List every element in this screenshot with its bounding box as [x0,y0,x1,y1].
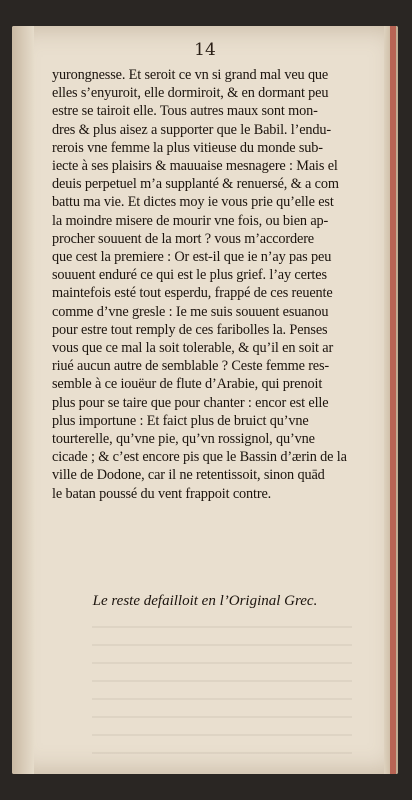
page-number: 14 [194,40,216,60]
text-line: yurongnesse. Et seroit ce vn si grand mal veu que [52,67,329,83]
book-page [12,26,398,774]
text-line: le batan poussé du vent frappoit contre. [52,485,272,502]
text-line: deuis perpetuel m’a supplanté & renuersé, & a com [52,176,339,193]
text-line: rerois vne femme la plus vitieuse du monde sub- [52,139,323,156]
text-line: ville de Dodone, car il ne retentissoit, sinon quād [52,467,325,484]
closing-note: Le reste defailloit en l’Original Grec. [92,593,318,609]
text-line: souuent enduré ce qui est le plus grief. l’ay certes [52,267,327,284]
text-line: comme d’vne gresle : Ie me suis souuent esuanou [52,303,329,320]
text-line: cicade ; & c’est encore pis que le Bassin d’ærin de la [52,449,347,466]
text-line: vous que ce mal la soit tolerable, & qu’il en soit ar [52,340,334,357]
text-line: maintefois esté tout esperdu, frappé de ces reuente [52,285,333,302]
text-line: que cest la premiere : Or est-il que ie n’ay pas peu [52,249,332,266]
page-binding-shadow [12,26,34,774]
text-line: tourterelle, qu’vne pie, qu’vn rossignol, qu’vne [52,431,315,448]
bookmark-ribbon [390,26,396,774]
text-line: battu ma vie. Et dictes moy ie vous prie qu’elle est [52,194,334,211]
show-through-text [92,626,352,766]
text-line: estre se tairoit elle. Tous autres maux sont mon- [52,103,318,120]
text-line: plus importune : Et faict plus de bruict qu’vne [52,412,309,429]
text-line: procher souuent de la mort ? vous m’accordere [52,230,315,247]
text-line: elles s’enyuroit, elle dormiroit, & en dormant peu [52,85,329,102]
text-line: semble à ce iouëur de flute d’Arabie, qui prenoit [52,376,323,393]
text-line: dres & plus aisez a supporter que le Babil. l’endu- [52,121,332,138]
text-line: plus pour se taire que pour chanter : encor est elle [52,394,329,411]
text-line: riué aucun autre de semblable ? Ceste femme res- [52,358,330,375]
text-line: la moindre misere de mourir vne fois, ou bien ap- [52,212,329,229]
text-line: iecte à ses plaisirs & mauuaise mesnagere : Mais el [52,158,338,175]
text-line: pour estre tout remply de ces faribolles la. Penses [52,321,328,338]
body-text [52,66,382,503]
